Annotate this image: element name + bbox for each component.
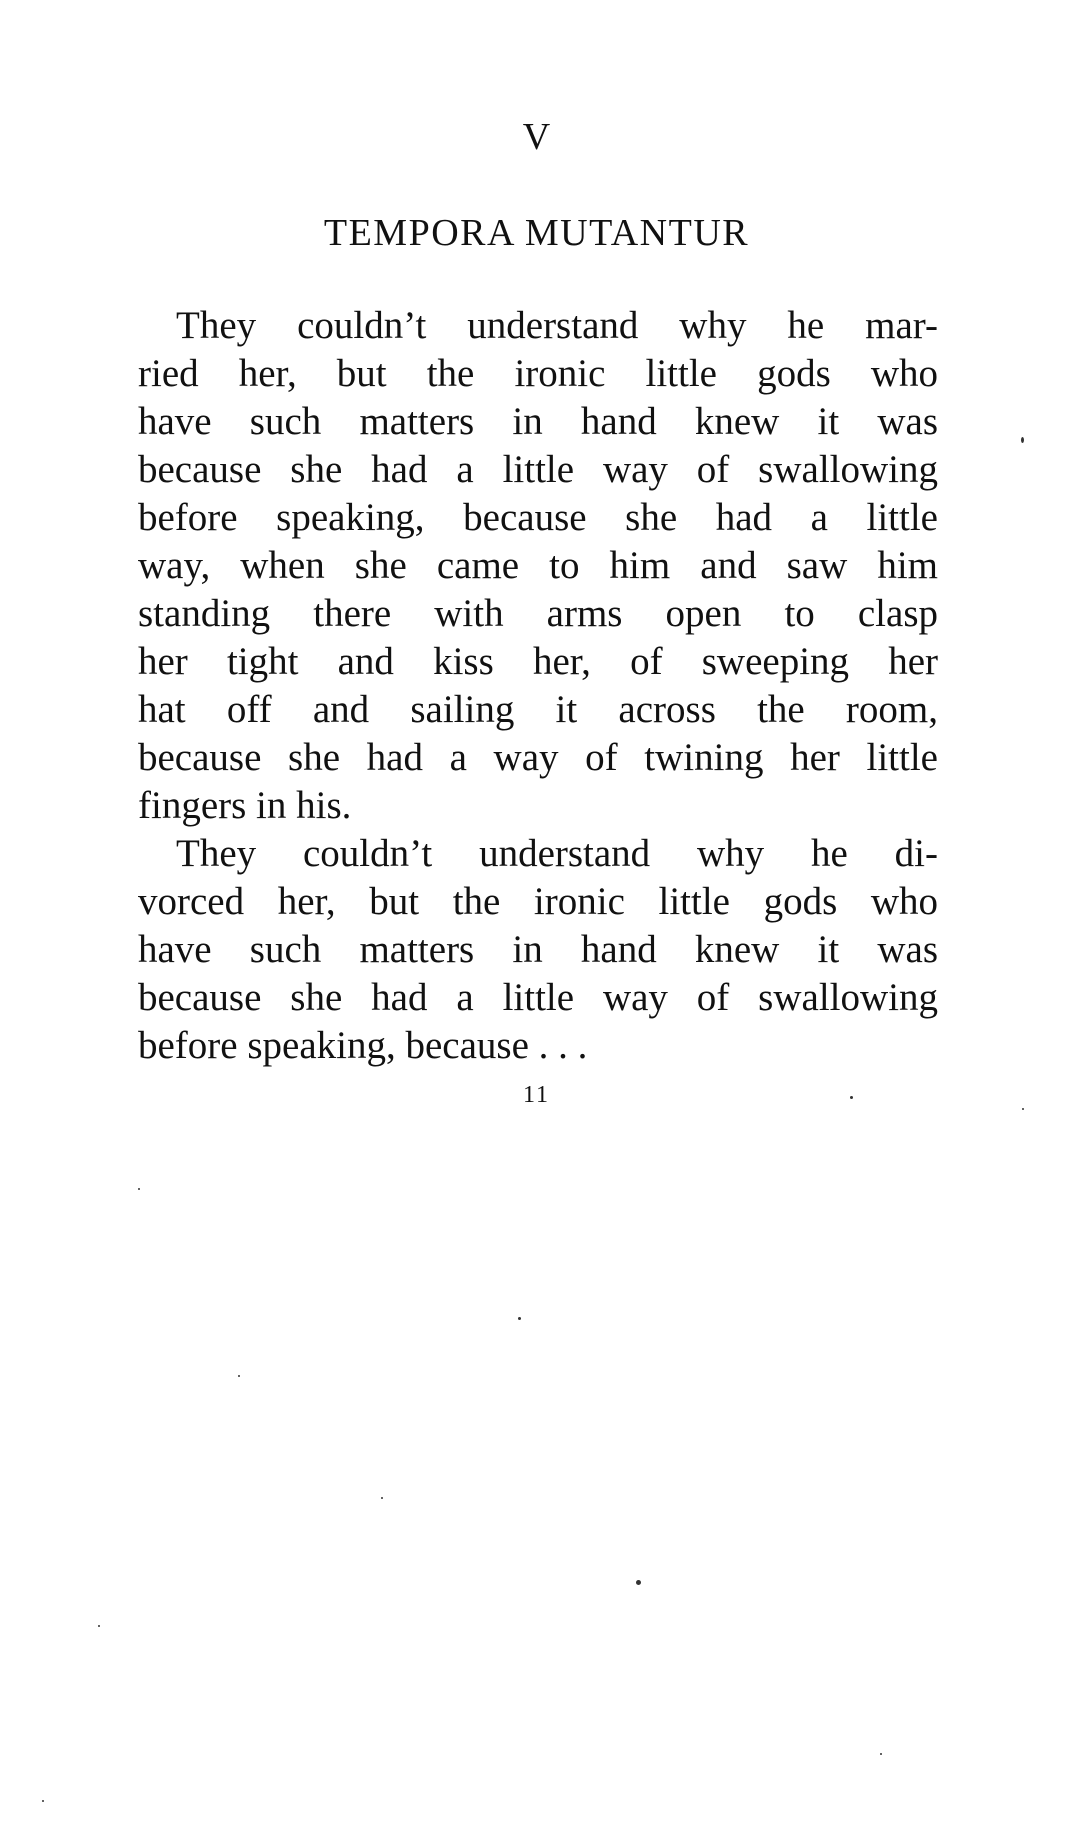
chapter-title: TEMPORA MUTANTUR xyxy=(323,212,750,254)
body-text xyxy=(138,302,938,1070)
text-line: because she had a little way of swallowing xyxy=(138,448,938,491)
scan-speck xyxy=(238,1375,240,1377)
text-line: before speaking, because she had a little xyxy=(138,496,938,539)
chapter-number: V xyxy=(522,116,551,158)
text-line: They couldn’t understand why he di- xyxy=(176,832,938,875)
scan-speck xyxy=(138,1188,140,1190)
page-number: 11 xyxy=(522,1082,551,1108)
scan-speck xyxy=(381,1497,383,1499)
scan-speck xyxy=(1022,1108,1024,1110)
text-line: ried her, but the ironic little gods who xyxy=(138,352,938,395)
scan-speck xyxy=(518,1317,521,1320)
text-line: because she had a way of twining her little xyxy=(138,736,938,779)
text-line: because she had a little way of swallowing xyxy=(138,976,938,1019)
text-line: before speaking, because . . . xyxy=(138,1024,588,1067)
text-line: standing there with arms open to clasp xyxy=(138,592,938,635)
text-line: have such matters in hand knew it was xyxy=(138,928,938,971)
scan-speck xyxy=(1021,437,1024,443)
text-line: vorced her, but the ironic little gods who xyxy=(138,880,938,923)
scan-speck xyxy=(636,1580,641,1585)
scan-speck xyxy=(880,1753,882,1755)
text-line: hat off and sailing it across the room, xyxy=(138,688,938,731)
text-line: her tight and kiss her, of sweeping her xyxy=(138,640,938,683)
scan-speck xyxy=(42,1800,44,1802)
paragraph-2 xyxy=(138,830,938,1070)
paragraph-1 xyxy=(138,302,938,830)
scan-speck xyxy=(850,1096,853,1099)
text-line: fingers in his. xyxy=(138,784,352,827)
scan-speck xyxy=(98,1625,100,1627)
text-line: have such matters in hand knew it was xyxy=(138,400,938,443)
text-line: way, when she came to him and saw him xyxy=(138,544,938,587)
text-line: They couldn’t understand why he mar- xyxy=(176,304,938,347)
